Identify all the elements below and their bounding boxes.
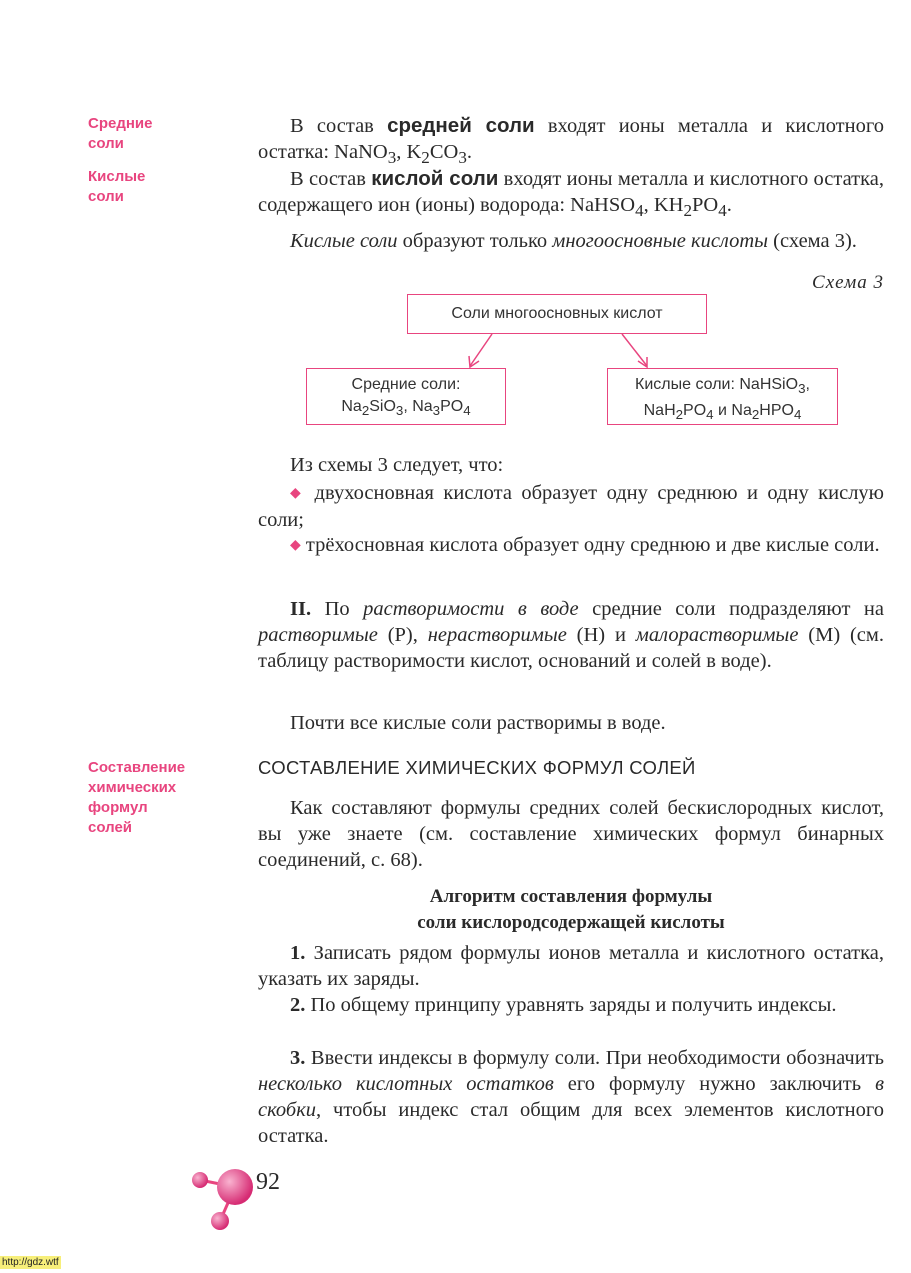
- text: HPO: [759, 402, 794, 420]
- arrow-left: [470, 334, 492, 366]
- text: .: [726, 194, 732, 216]
- molecule-icon: [180, 1160, 260, 1240]
- subscript: 4: [463, 403, 471, 419]
- text: входят ионы металла и кислотного остатка: NaNO: [258, 115, 885, 163]
- source-watermark[interactable]: http://gdz.wtf: [2, 1257, 59, 1268]
- subscript: 2: [683, 201, 693, 221]
- schema-box-acid-salts: [607, 368, 838, 425]
- subscript: 3: [798, 381, 806, 397]
- text-bold: II.: [290, 598, 312, 620]
- text: , Na: [403, 398, 433, 415]
- text: PO: [440, 398, 464, 415]
- algorithm-step-1: [258, 940, 884, 992]
- algorithm-title-line2: соли кислородсодержащей кислоты: [417, 912, 725, 933]
- algorithm-step-2: [258, 992, 884, 1018]
- text: (Р),: [377, 624, 428, 646]
- text-italic: растворимости в воде: [363, 598, 579, 620]
- sidebar-term-acid-salts: Кислые соли: [88, 168, 146, 205]
- subscript: 4: [793, 407, 802, 423]
- box-line: [608, 400, 837, 426]
- step-number: 2.: [290, 994, 306, 1016]
- schema-box-top: Соли многоосновных кислот: [407, 294, 707, 334]
- text: .: [466, 141, 472, 163]
- text: входят ионы металла и кислотного остатка, содержащего ион (ионы) водорода: NaHSO: [258, 168, 884, 216]
- text: Записать рядом формулы ионов металла и кислотного остатка, указать их заряды.: [258, 942, 884, 990]
- text: NaH: [643, 402, 676, 420]
- algorithm-step-3: [258, 1045, 884, 1149]
- text-italic: многоосновные кислоты: [552, 230, 769, 252]
- bullet-tribasic: [258, 532, 884, 559]
- text-italic: малорастворимые: [635, 624, 799, 646]
- text: Ввести индексы в формулу соли. При необходимости обозначить: [305, 1047, 884, 1069]
- step-number: 1.: [290, 942, 306, 964]
- text: средние соли подразделяют на: [578, 598, 884, 620]
- subscript: 3: [458, 148, 467, 168]
- text: образуют только: [397, 230, 553, 252]
- diamond-bullet-icon: ◆: [290, 538, 301, 553]
- schema-label: Схема 3: [812, 272, 884, 293]
- text: его формулу нужно заключить: [553, 1073, 876, 1095]
- text: PO: [692, 194, 719, 216]
- text: По: [311, 598, 364, 620]
- text: ,: [805, 376, 810, 393]
- text: Кислые соли: NaHSiO: [635, 376, 799, 393]
- box-line: [608, 374, 837, 400]
- text-italic: несколько кислотных остатков: [258, 1073, 554, 1095]
- paragraph-from-schema: Из схемы 3 следует, что:: [290, 454, 504, 476]
- text-italic: нерастворимые: [427, 624, 567, 646]
- text: (схема 3).: [768, 230, 857, 252]
- diamond-bullet-icon: ◆: [290, 486, 306, 501]
- term-bold: кислой соли: [371, 167, 499, 190]
- text: (М) (см. таблицу растворимости кислот, оснований и солей в воде).: [258, 624, 885, 672]
- text: Na: [341, 398, 362, 415]
- subscript: 2: [361, 403, 370, 419]
- term-bold: средней соли: [387, 114, 535, 137]
- subscript: 4: [706, 407, 714, 423]
- paragraph-composing-intro: Как составляют формулы средних солей бескислородных кислот, вы уже знаете (см. составление химических формул бинарных соединений, с. 68).: [258, 797, 884, 871]
- paragraph-solubility: [258, 596, 884, 674]
- sidebar-term-average-salts: Средние соли: [88, 115, 153, 152]
- algorithm-title-line1: Алгоритм составления формулы: [429, 886, 713, 907]
- paragraph-acid-salts-soluble: Почти все кислые соли растворимы в воде.: [290, 712, 666, 734]
- text: , K: [396, 141, 422, 163]
- text: SiO: [369, 398, 396, 415]
- text: В состав: [290, 168, 372, 190]
- arrowhead-right: [638, 357, 647, 367]
- arrow-right: [622, 334, 647, 366]
- box-line: Средние соли:: [351, 376, 461, 393]
- text: , KH: [643, 194, 684, 216]
- subscript: 2: [751, 407, 760, 423]
- subscript: 2: [675, 407, 684, 423]
- text-italic: в скобки: [258, 1073, 884, 1121]
- subscript: 3: [432, 403, 441, 419]
- text: В состав: [290, 115, 388, 137]
- page-number: 92: [256, 1169, 280, 1195]
- text-italic: растворимые: [258, 624, 378, 646]
- subscript: 3: [395, 403, 404, 419]
- sidebar-term-composing-formulas: Составление химических формул солей: [88, 759, 186, 836]
- text: , чтобы индекс стал общим для всех элементов кислотного остатка.: [258, 1099, 884, 1147]
- subscript: 4: [718, 201, 727, 221]
- text: (Н) и: [566, 624, 636, 646]
- text: CO: [429, 141, 459, 163]
- subscript: 2: [421, 148, 430, 168]
- text: трёхосновная кислота образует одну среднюю и две кислые соли.: [305, 534, 880, 556]
- box-line: [307, 396, 505, 422]
- bullet-dibasic: [258, 480, 884, 533]
- text: и Na: [713, 402, 752, 420]
- subscript: 3: [387, 148, 397, 168]
- text: двухосновная кислота образует одну среднюю и одну кислую соли;: [258, 482, 884, 531]
- step-number: 3.: [290, 1047, 306, 1069]
- text: По общему принципу уравнять заряды и получить индексы.: [305, 994, 837, 1016]
- schema-box-average-salts: [306, 368, 506, 425]
- subscript: 4: [635, 201, 644, 221]
- text: PO: [683, 402, 707, 420]
- section-heading: СОСТАВЛЕНИЕ ХИМИЧЕСКИХ ФОРМУЛ СОЛЕЙ: [258, 757, 696, 778]
- text-italic: Кислые соли: [290, 230, 398, 252]
